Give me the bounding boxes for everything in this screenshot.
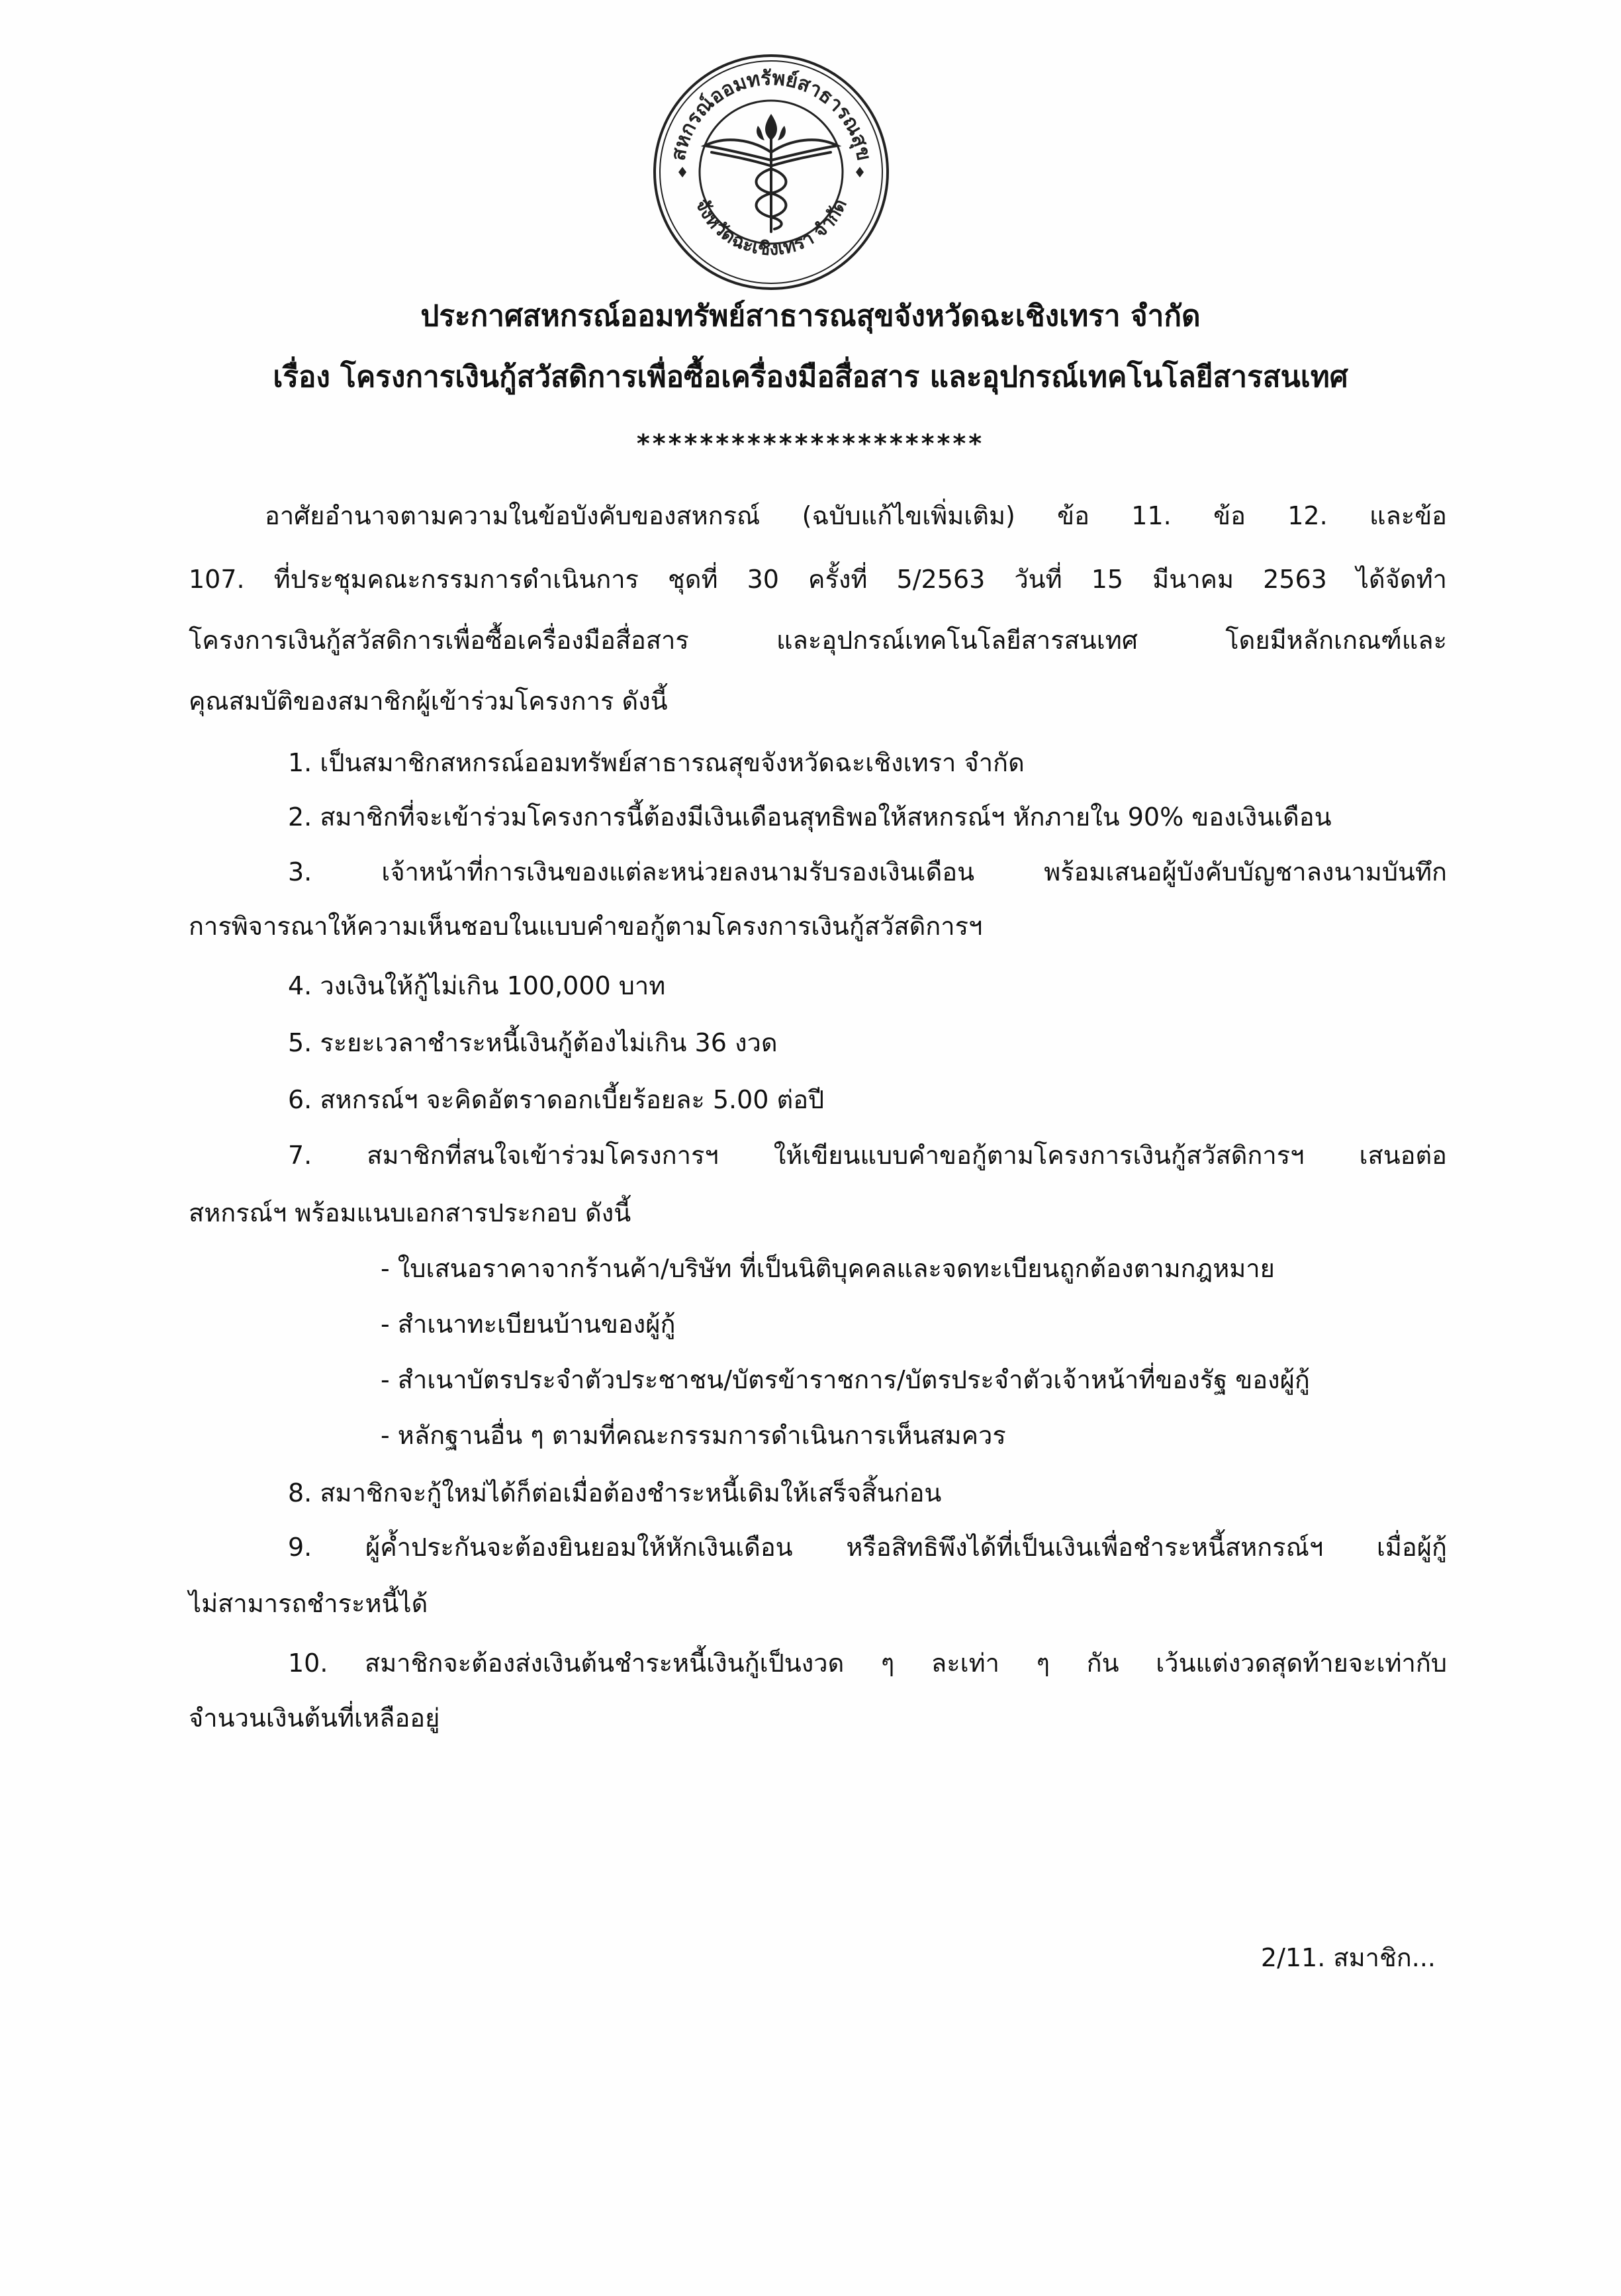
svg-text:สหกรณ์ออมทรัพย์สาธารณสุข: สหกรณ์ออมทรัพย์สาธารณสุข: [667, 66, 876, 163]
list-item-1: 1. เป็นสมาชิกสหกรณ์ออมทรัพย์สาธารณสุขจังหวัดฉะเชิงเทรา จำกัด: [288, 748, 1025, 777]
list-item-2: 2. สมาชิกที่จะเข้าร่วมโครงการนี้ต้องมีเงินเดือนสุทธิพอให้สหกรณ์ฯ หักภายใน 90% ของเงินเดือน: [288, 802, 1332, 832]
page-continuation-reference: 2/11. สมาชิก...: [1260, 1943, 1436, 1972]
list-item-5: 5. ระยะเวลาชำระหนี้เงินกู้ต้องไม่เกิน 36 งวด: [288, 1028, 778, 1057]
list-item-10: 10. สมาชิกจะต้องส่งเงินต้นชำระหนี้เงินกู้เป็นงวด ๆ ละเท่า ๆ กัน เว้นแต่งวดสุดท้ายจะเท่ากับ: [288, 1649, 1447, 1678]
list-item-3-continued: การพิจารณาให้ความเห็นชอบในแบบคำขอกู้ตามโครงการเงินกู้สวัสดิการฯ: [189, 912, 983, 941]
list-item-6: 6. สหกรณ์ฯ จะคิดอัตราดอกเบี้ยร้อยละ 5.00 ต่อปี: [288, 1085, 825, 1114]
list-item-4: 4. วงเงินให้กู้ไม่เกิน 100,000 บาท: [288, 971, 666, 1000]
attachment-item-1: - ใบเสนอราคาจากร้านค้า/บริษัท ที่เป็นนิติบุคคลและจดทะเบียนถูกต้องตามกฎหมาย: [381, 1254, 1275, 1283]
list-item-3: 3. เจ้าหน้าที่การเงินของแต่ละหน่วยลงนามรับรองเงินเดือน พร้อมเสนอผู้บังคับบัญชาลงนามบันทึก: [288, 857, 1447, 886]
title-separator: **********************: [636, 429, 985, 458]
list-item-7: 7. สมาชิกที่สนใจเข้าร่วมโครงการฯ ให้เขียนแบบคำขอกู้ตามโครงการเงินกู้สวัสดิการฯ เสนอต่อ: [288, 1141, 1447, 1170]
attachment-item-2: - สำเนาทะเบียนบ้านของผู้กู้: [381, 1310, 676, 1339]
announcement-title: ประกาศสหกรณ์ออมทรัพย์สาธารณสุขจังหวัดฉะเชิงเทรา จำกัด: [420, 299, 1201, 333]
list-item-7-continued: สหกรณ์ฯ พร้อมแนบเอกสารประกอบ ดังนี้: [189, 1198, 631, 1227]
intro-line-1: อาศัยอำนาจตามความในข้อบังคับของสหกรณ์ (ฉบับแก้ไขเพิ่มเติม) ข้อ 11. ข้อ 12. และข้อ: [265, 501, 1447, 530]
svg-text:จังหวัดฉะเชิงเทรา จำกัด: จังหวัดฉะเชิงเทรา จำกัด: [691, 195, 851, 260]
list-item-10-continued: จำนวนเงินต้นที่เหลืออยู่: [189, 1703, 440, 1733]
list-item-9-continued: ไม่สามารถชำระหนี้ได้: [189, 1589, 428, 1618]
cooperative-seal-logo: [652, 53, 890, 291]
announcement-subject: เรื่อง โครงการเงินกู้สวัสดิการเพื่อซื้อเครื่องมือสื่อสาร และอุปกรณ์เทคโนโลยีสารสนเทศ: [273, 360, 1348, 394]
intro-line-3: โครงการเงินกู้สวัสดิการเพื่อซื้อเครื่องมือสื่อสาร และอุปกรณ์เทคโนโลยีสารสนเทศ โดยมีหลักเกณฑ์และ: [189, 626, 1447, 655]
list-item-8: 8. สมาชิกจะกู้ใหม่ได้ก็ต่อเมื่อต้องชำระหนี้เดิมให้เสร็จสิ้นก่อน: [288, 1478, 942, 1507]
list-item-9: 9. ผู้ค้ำประกันจะต้องยินยอมให้หักเงินเดือน หรือสิทธิพึงได้ที่เป็นเงินเพื่อชำระหนี้สหกรณ์ฯ เมื่อผู้กู้: [288, 1533, 1447, 1562]
intro-line-2: 107. ที่ประชุมคณะกรรมการดำเนินการ ชุดที่ 30 ครั้งที่ 5/2563 วันที่ 15 มีนาคม 2563 ได้จัดทำ: [189, 565, 1447, 594]
attachment-item-3: - สำเนาบัตรประจำตัวประชาชน/บัตรข้าราชการ/บัตรประจำตัวเจ้าหน้าที่ของรัฐ ของผู้กู้: [381, 1365, 1310, 1394]
attachment-item-4: - หลักฐานอื่น ๆ ตามที่คณะกรรมการดำเนินการเห็นสมควร: [381, 1421, 1006, 1450]
intro-line-4: คุณสมบัติของสมาชิกผู้เข้าร่วมโครงการ ดังนี้: [189, 687, 668, 716]
